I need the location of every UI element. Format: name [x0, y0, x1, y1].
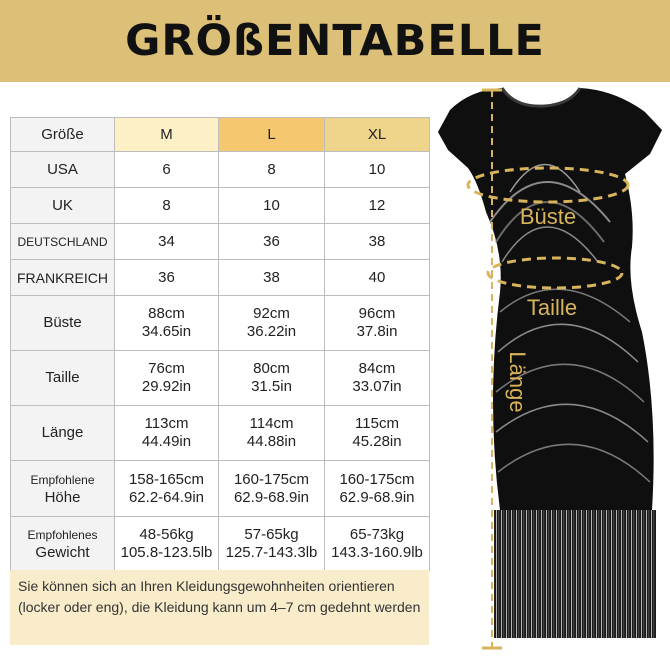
cell-uk-l: 10 — [219, 188, 325, 224]
dress-fringe — [494, 510, 656, 638]
cell-value-cm: 114cm — [249, 415, 294, 432]
cell-de-m: 34 — [115, 224, 219, 260]
cell-value-in: 45.28in — [352, 433, 402, 450]
header-size-label: Größe — [11, 118, 115, 152]
cell-value-in: 34.65in — [141, 323, 192, 340]
cell-value-cm: 96cm — [358, 305, 396, 322]
row-label-uk: UK — [11, 188, 115, 224]
cell-waist-xl — [325, 351, 430, 406]
cell-value-cm: 76cm — [148, 360, 185, 377]
cell-uk-xl: 12 — [325, 188, 430, 224]
cell-length-m — [115, 406, 219, 461]
cell-waist-l — [219, 351, 325, 406]
cell-value-in: 33.07in — [352, 378, 402, 395]
row-label-bust: Büste — [11, 296, 115, 351]
cell-usa-xl: 10 — [325, 152, 430, 188]
cell-value-cm: 88cm — [148, 305, 185, 322]
cell-de-xl: 38 — [325, 224, 430, 260]
row-label-usa: USA — [11, 152, 115, 188]
cell-fr-m: 36 — [115, 260, 219, 296]
stretch-note: Sie können sich an Ihren Kleidungsgewohnheiten orientieren (locker oder eng), die Kleidung kann um 4–7 cm gedehnt werden — [10, 570, 429, 645]
table-row — [11, 517, 430, 571]
waist-label: Taille — [526, 295, 578, 320]
size-chart-table — [10, 117, 430, 571]
cell-length-l — [219, 406, 325, 461]
row-label-deutschland: DEUTSCHLAND — [11, 224, 115, 260]
cell-value-in: 62.2-64.9in — [128, 488, 205, 506]
cell-value-cm: 80cm — [253, 360, 290, 377]
cell-usa-m: 6 — [115, 152, 219, 188]
cell-weight-m — [115, 517, 219, 571]
bust-label: Büste — [519, 204, 577, 229]
cell-value-in: 62.9-68.9in — [339, 488, 415, 506]
cell-value-in: 29.92in — [141, 378, 192, 395]
cell-uk-m: 8 — [115, 188, 219, 224]
dress-illustration — [430, 82, 670, 663]
cell-value-in: 44.49in — [141, 433, 192, 450]
cell-weight-xl — [325, 517, 430, 571]
cell-value-cm: 160-175cm — [233, 470, 310, 488]
cell-value-lb: 105.8-123.5lb — [120, 543, 213, 561]
header-size-xl: XL — [325, 118, 430, 152]
row-label-weight — [11, 517, 115, 571]
cell-value-cm: 84cm — [358, 360, 396, 377]
cell-usa-l: 8 — [219, 152, 325, 188]
header-size-m: M — [115, 118, 219, 152]
cell-value-kg: 48-56kg — [139, 525, 194, 543]
cell-waist-m — [115, 351, 219, 406]
label-line-2: Gewicht — [35, 543, 90, 561]
cell-value-cm: 160-175cm — [339, 470, 415, 488]
cell-height-m — [115, 461, 219, 517]
cell-height-xl — [325, 461, 430, 517]
cell-value-cm: 113cm — [144, 415, 189, 432]
title-banner — [0, 0, 670, 82]
cell-bust-xl — [325, 296, 430, 351]
cell-fr-l: 38 — [219, 260, 325, 296]
table-row — [11, 296, 430, 351]
table-header-row — [11, 118, 430, 152]
table-row — [11, 461, 430, 517]
cell-value-in: 62.9-68.9in — [233, 488, 310, 506]
table-row — [11, 152, 430, 188]
cell-value-kg: 65-73kg — [349, 525, 405, 543]
row-label-length: Länge — [11, 406, 115, 461]
row-label-height — [11, 461, 115, 517]
table-row — [11, 188, 430, 224]
cell-value-cm: 115cm — [355, 415, 399, 432]
table-row — [11, 406, 430, 461]
cell-fr-xl: 40 — [325, 260, 430, 296]
cell-weight-l — [219, 517, 325, 571]
header-size-l: L — [219, 118, 325, 152]
cell-height-l — [219, 461, 325, 517]
cell-value-in: 37.8in — [356, 323, 398, 340]
length-label: Länge — [505, 351, 530, 413]
cell-value-cm: 158-165cm — [128, 470, 205, 488]
cell-bust-l — [219, 296, 325, 351]
cell-value-kg: 57-65kg — [244, 525, 299, 543]
cell-value-in: 31.5in — [251, 378, 292, 395]
cell-de-l: 36 — [219, 224, 325, 260]
cell-value-cm: 92cm — [253, 305, 290, 322]
cell-value-lb: 143.3-160.9lb — [331, 543, 423, 561]
cell-value-lb: 125.7-143.3lb — [225, 543, 318, 561]
cell-bust-m — [115, 296, 219, 351]
table-row — [11, 224, 430, 260]
label-line-2: Höhe — [44, 488, 81, 506]
label-line-1: Empfohlene — [30, 472, 95, 487]
row-label-frankreich: FRANKREICH — [11, 260, 115, 296]
table-row — [11, 351, 430, 406]
cell-value-in: 36.22in — [246, 323, 297, 340]
label-line-1: Empfohlenes — [27, 527, 98, 542]
table-row — [11, 260, 430, 296]
cell-length-xl — [325, 406, 430, 461]
row-label-waist: Taille — [11, 351, 115, 406]
page-title: GRÖßENTABELLE — [125, 16, 545, 66]
cell-value-in: 44.88in — [246, 433, 297, 450]
